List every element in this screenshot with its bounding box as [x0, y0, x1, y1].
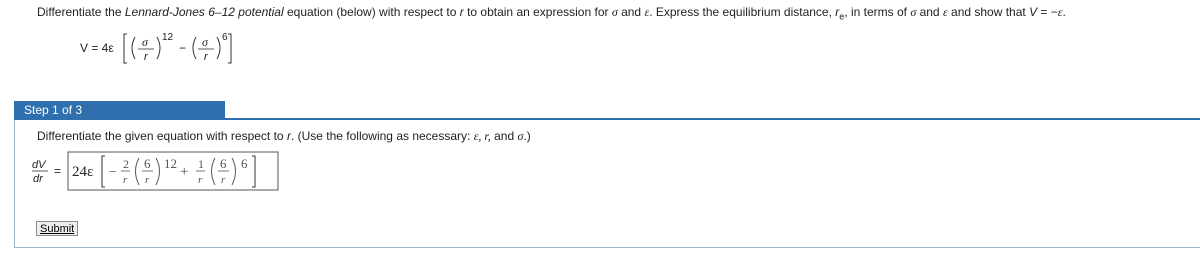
var-epsilon: ε: [1057, 5, 1063, 19]
var-epsilon: ε: [644, 5, 650, 19]
question-segment: , in terms of: [844, 5, 911, 19]
right-bracket: [228, 34, 231, 63]
dv-numerator: dV: [32, 159, 46, 171]
question-segment: = −: [1037, 5, 1058, 19]
question-segment: to obtain an expression for: [463, 5, 612, 19]
question-segment: Differentiate the: [37, 5, 125, 19]
right-paren: [217, 37, 220, 59]
r-denominator: r: [144, 51, 148, 63]
var-v: V: [1029, 5, 1038, 19]
question-segment: and: [617, 5, 645, 19]
instruction-segment: . (Use the following as necessary:: [290, 129, 474, 143]
given-equation: [80, 30, 240, 68]
dr-denominator: dr: [33, 173, 43, 185]
exponent-12: 12: [164, 156, 177, 171]
sigma-numerator: σ: [142, 35, 148, 49]
minus-sign: −: [179, 41, 187, 55]
left-bracket: [124, 34, 127, 63]
fraction-denominator: r: [198, 174, 203, 186]
coefficient: 24ε: [72, 164, 94, 180]
right-paren: [157, 37, 160, 59]
inner-denominator: r: [145, 174, 150, 186]
fraction-numerator: 2: [123, 157, 129, 171]
fraction-numerator: 1: [198, 157, 204, 171]
question-segment: .: [1062, 5, 1066, 19]
sigma-numerator: σ: [202, 35, 208, 49]
plus-sign: +: [180, 164, 189, 180]
question-segment: and show that: [947, 5, 1030, 19]
equation-lhs: V = 4ε: [80, 41, 114, 55]
var-r: r: [286, 129, 291, 143]
potential-name: Lennard-Jones 6–12 potential: [124, 5, 284, 19]
var-epsilon: ε: [942, 5, 948, 19]
inner-denominator: r: [221, 174, 226, 186]
question-segment: equation (below) with respect to: [283, 5, 460, 19]
step-header: Step 1 of 3: [14, 101, 225, 119]
step-instruction: [37, 129, 531, 144]
left-paren: [193, 37, 196, 59]
var-r: r: [459, 5, 464, 19]
r-denominator: r: [204, 51, 208, 63]
inner-numerator: 6: [220, 156, 227, 171]
left-paren: [132, 37, 135, 59]
var-sigma: σ: [910, 5, 917, 19]
var-sigma: σ: [517, 129, 524, 143]
equals-sign: =: [54, 164, 62, 178]
variable-list: ε, r,: [473, 129, 491, 143]
subscript-e: e: [839, 11, 845, 22]
var-sigma: σ: [611, 5, 618, 19]
answer-equation: [32, 148, 292, 194]
var-r-e: r: [835, 5, 840, 19]
inner-numerator: 6: [144, 156, 151, 171]
instruction-segment: .): [523, 129, 531, 143]
instruction-segment: and: [490, 129, 518, 143]
fraction-denominator: r: [123, 174, 128, 186]
exponent-6: 6: [241, 156, 248, 171]
question-segment: . Express the equilibrium distance,: [649, 5, 836, 19]
question-segment: and: [916, 5, 943, 19]
instruction-segment: Differentiate the given equation with respect to: [37, 129, 287, 143]
exponent-6: 6: [222, 32, 228, 43]
exponent-12: 12: [162, 32, 174, 43]
submit-button[interactable]: Submit: [36, 221, 78, 236]
minus-sign: −: [109, 165, 117, 180]
question-text: [37, 5, 1066, 21]
